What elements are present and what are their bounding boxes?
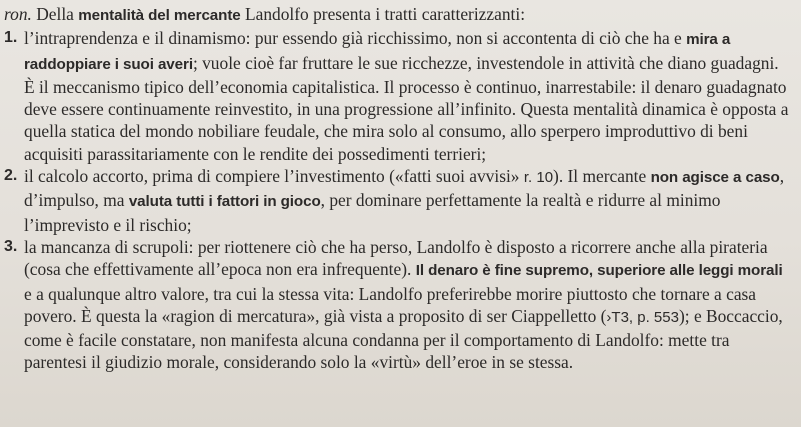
item-number-3: 3. bbox=[4, 237, 18, 255]
item3-text-2: e a qualunque altro valore, tra cui la stessa vita: Landolfo preferirebbe morire piuttosto che tornare a casa povero. È questa la «ragion di mercatura», già vista a proposito di ser Ciappelletto ( bbox=[24, 283, 757, 326]
item2-text-2: ). Il mercante bbox=[553, 166, 651, 187]
intro-text-2: Landolfo presenta i tratti caratterizzanti: bbox=[240, 4, 526, 24]
item2-line-reference: r. 10 bbox=[523, 169, 554, 187]
item3-cross-reference: ›T3, p. 553 bbox=[606, 308, 679, 326]
item2-text-3: , d’impulso, ma bbox=[24, 166, 785, 211]
item1-text-2: ; vuole cioè far fruttare le sue ricchezze, investendole in attività che diano guadagni. È il meccanismo tipico dell’economia capitalistica. Il processo è continuo, inarrestabile: il denaro guadagnato deve essere continuamente reinvestito, in una progressione all’infinito. Questa mentalità dinamica è opposta a quella statica del mondo nobiliare feudale, che mira solo al consumo, allo sperpero improduttivo di beni acquisiti parassitariamente con le rendite dei possedimenti terrieri; bbox=[24, 52, 789, 164]
item3-text-3: ); e Boccaccio, come è facile constatare, non manifesta alcuna condanna per il comportamento di Landolfo: mette tra parentesi il giudizio morale, considerando solo la «virtù» dell’eroe in se stessa. bbox=[24, 305, 783, 373]
list-item-2 bbox=[4, 165, 789, 236]
item-number-2: 2. bbox=[4, 167, 18, 185]
item2-bold-non-agisce: non agisce a caso bbox=[650, 169, 780, 187]
item1-text-1: l’intraprendenza e il dinamismo: pur essendo già ricchissimo, non si accontenta di ciò che ha e bbox=[24, 28, 687, 49]
item2-text-4: , per dominare perfettamente la realtà e ridurre al minimo l’imprevisto e il rischio; bbox=[24, 190, 721, 235]
item1-bold-raddoppiare: mira a raddoppiare i suoi averi bbox=[24, 31, 731, 73]
intro-lead: ron. bbox=[4, 4, 32, 24]
list-item-3 bbox=[4, 236, 789, 374]
intro-text-1: Della bbox=[31, 4, 79, 24]
item3-bold-denaro: Il denaro è fine supremo, superiore alle leggi morali bbox=[415, 262, 783, 280]
intro-bold-mentalita: mentalità del mercante bbox=[78, 7, 241, 24]
item2-text-1: il calcolo accorto, prima di compiere l’investimento («fatti suoi avvisi» bbox=[24, 166, 524, 187]
item-number-1: 1. bbox=[4, 29, 18, 47]
item3-text-1: la mancanza di scrupoli: per riottenere ciò che ha perso, Landolfo è disposto a ricorrere anche alla pirateria (cosa che effettivamente all’epoca non era infrequente). bbox=[24, 236, 768, 280]
item2-bold-valuta: valuta tutti i fattori in gioco bbox=[128, 193, 321, 211]
list-item-1 bbox=[4, 27, 789, 165]
intro-paragraph bbox=[4, 3, 789, 27]
